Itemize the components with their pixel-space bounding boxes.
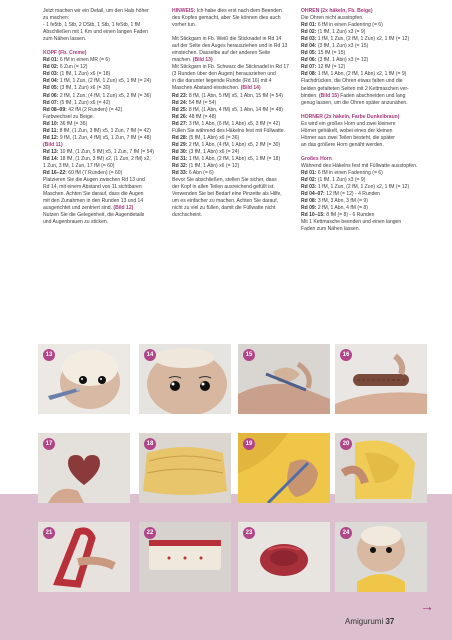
photo-number-badge: 15 xyxy=(243,349,255,361)
text-line xyxy=(172,156,290,163)
line-text: Hörner aus zwei Teilen besteht, die später xyxy=(301,134,395,141)
round-label: Rd 04: xyxy=(43,78,59,85)
text-line xyxy=(172,184,290,191)
text-line xyxy=(172,170,290,177)
round-label: Rd 05: xyxy=(301,50,317,57)
line-text: vorher tun. xyxy=(172,22,197,29)
text-line xyxy=(43,191,161,198)
round-label: Rd 23: xyxy=(172,92,188,99)
line-text: binden. xyxy=(301,92,318,99)
text-line xyxy=(43,149,161,156)
text-line xyxy=(172,121,290,128)
text-line xyxy=(172,57,290,64)
text-line xyxy=(301,142,423,149)
photo-number-badge: 22 xyxy=(144,527,156,539)
line-text: 8 fM (= 8) - 6 Runden xyxy=(326,212,375,219)
photo-20 xyxy=(335,433,427,503)
text-line xyxy=(43,93,161,100)
line-text: des Kopfes gemacht, aber Sie können dies auch xyxy=(172,15,281,22)
line-text: Jetzt machen wir ein Detail, um den Hals höher xyxy=(43,8,149,14)
line-text: Während des Häkelns fest mit Füllwatte ausstopfen. xyxy=(301,162,418,169)
line-text: 6 fM in einen MR (= 6) xyxy=(59,57,110,64)
line-text: KOPF (Fb. Creme) xyxy=(43,50,87,57)
line-text: durchscheint. xyxy=(172,212,203,219)
line-text: in die darunter liegende Runde (Rd 16) mit 4 xyxy=(172,78,272,85)
text-line xyxy=(43,121,161,128)
line-text: 48 fM (= 48) xyxy=(188,113,217,120)
line-text: 3 fM, 1 Abn, (6 fM, 1 Abn) x5, 3 fM (= 42) xyxy=(188,120,281,127)
text-line xyxy=(301,71,423,78)
line-text: zum Nähen lassen. xyxy=(43,36,87,43)
line-text: Farbwechsel zu Beige. xyxy=(43,113,95,120)
text-line xyxy=(43,163,161,170)
line-text: Faden zum Nähen lassen. xyxy=(301,226,360,233)
round-label: Rd 04–07: xyxy=(301,191,325,198)
round-label: Rd 06: xyxy=(301,57,317,64)
photo-24 xyxy=(335,522,427,592)
line-text: (Bild 11) xyxy=(43,141,63,148)
line-text: 8 fM, (1 Abn, 4 fM) x5, 1 Abn, 14 fM (= 48) xyxy=(188,106,283,113)
text-line xyxy=(43,219,161,226)
text-line xyxy=(301,212,423,219)
photo-number-badge: 20 xyxy=(340,438,352,450)
photo-18 xyxy=(139,433,231,503)
text-line xyxy=(172,205,290,212)
round-label: Rd 29: xyxy=(172,141,188,148)
line-text: machen. xyxy=(172,57,192,64)
round-label: HINWEIS: xyxy=(172,8,196,14)
round-label: Rd 06: xyxy=(43,92,59,99)
line-text: 54 fM (= 54) xyxy=(188,99,217,106)
text-line xyxy=(301,163,423,170)
line-text: Maschen Abstand einstechen. xyxy=(172,85,240,92)
round-label: Rd 02: xyxy=(301,29,317,36)
line-text: einstechen. Dasselbe auf der anderen Seite xyxy=(172,50,271,57)
line-text: an das größere Horn genäht werden. xyxy=(301,141,384,148)
page-footer xyxy=(345,617,394,626)
line-text: Maschen. Achten Sie darauf, dass die Augen xyxy=(43,191,144,198)
photo-number-badge: 17 xyxy=(43,438,55,450)
text-line xyxy=(43,205,161,212)
text-line xyxy=(43,57,161,64)
line-text: Flachdrücken, die Ohren etwas falten und die xyxy=(301,78,403,85)
line-text: Ich habe dies erst nach dem Beenden xyxy=(196,8,282,14)
line-text: 1 fM, 1 Zun, (2 fM, 1 Zun) x2, 1 fM (= 12) xyxy=(317,36,410,43)
line-text: HÖRNER (2x häkeln, Farbe Dunkelbraun) xyxy=(301,113,400,120)
text-line xyxy=(301,121,423,128)
text-line xyxy=(43,107,161,114)
text-line xyxy=(172,64,290,71)
line-text: zu machen: xyxy=(43,15,70,22)
text-line xyxy=(43,85,161,92)
line-text: (5 fM, 1 Zun) x6 (= 42) xyxy=(59,99,111,106)
round-label: Rd 05: xyxy=(43,85,59,92)
text-line xyxy=(43,22,161,29)
text-line xyxy=(172,191,290,198)
line-text: Großes Horn xyxy=(301,155,332,162)
round-label: Rd 01: xyxy=(43,57,59,64)
photo-14 xyxy=(139,344,231,414)
text-line xyxy=(43,170,161,177)
round-label: Rd 14: xyxy=(43,155,59,162)
text-line xyxy=(172,198,290,205)
paragraph-gap xyxy=(43,43,161,50)
text-line xyxy=(43,177,161,184)
text-line xyxy=(172,22,290,29)
text-line xyxy=(43,212,161,219)
line-text: Mit 1 Kettmasche beenden und einen langen xyxy=(301,219,402,226)
line-text: 9 fM, (1 Zun, 4 fM) x5, 1 Zun, 7 fM (= 48) xyxy=(59,134,152,141)
round-label: Rd 03: xyxy=(301,36,317,43)
line-text: beiden gefalteten Seiten mit 2 Kettmaschen ver- xyxy=(301,85,409,92)
line-text: 36 fM (= 36) xyxy=(59,120,88,127)
text-line xyxy=(301,43,423,50)
round-label: Rd 31: xyxy=(172,155,188,162)
text-line xyxy=(301,191,423,198)
round-label: Rd 32: xyxy=(172,162,188,169)
line-text: 1 fM, 1 Zun, (2 fM, 1 Zun) x2, 1 fM (= 12) xyxy=(317,184,410,191)
text-line xyxy=(172,177,290,184)
photo-number-badge: 16 xyxy=(340,349,352,361)
round-label: Rd 03: xyxy=(301,184,317,191)
text-line xyxy=(301,219,423,226)
text-line xyxy=(301,128,423,135)
line-text: 6 fM in einen Fadenring (= 6) xyxy=(317,169,383,176)
text-line xyxy=(301,15,423,22)
text-line xyxy=(301,205,423,212)
section-heading xyxy=(301,8,423,15)
photo-number-badge: 21 xyxy=(43,527,55,539)
text-line xyxy=(301,184,423,191)
round-label: Rd 16–22: xyxy=(43,170,67,177)
photo-21 xyxy=(38,522,130,592)
line-text: 2 fM, 1 Abn, (4 fM, 1 Abn) x5, 2 fM (= 30) xyxy=(188,141,281,148)
text-line xyxy=(172,78,290,85)
round-label: Rd 13: xyxy=(43,148,59,155)
photo-19 xyxy=(238,433,330,503)
section-heading xyxy=(301,156,423,163)
photo-23 xyxy=(238,522,330,592)
round-label: Rd 08–09: xyxy=(43,106,67,113)
text-line xyxy=(172,114,290,121)
line-text: 8 fM, (1 Zun, 3 fM) x5, 1 Zun, 7 fM (= 42) xyxy=(59,127,151,134)
round-label: Rd 30: xyxy=(172,148,188,155)
text-line xyxy=(43,36,161,43)
line-text: auf der Seite des Auges herausziehen und in Rd 13 xyxy=(172,43,288,50)
round-label: Rd 09: xyxy=(301,205,317,212)
text-line xyxy=(43,71,161,78)
photo-13 xyxy=(38,344,130,414)
text-line xyxy=(301,50,423,57)
line-text: 3 fM, 3 Abn, 3 fM (= 9) xyxy=(317,198,368,205)
round-label: Rd 08: xyxy=(301,71,317,78)
line-text: 6 fM in einen Fadenring (= 6) xyxy=(317,22,383,29)
photo-number-badge: 14 xyxy=(144,349,156,361)
line-text: 8 fM, (1 Abn, 5 fM) x5, 1 Abn, 15 fM (= 54) xyxy=(188,92,283,99)
text-line xyxy=(301,170,423,177)
line-text: nicht zu viel zu füllen, damit die Füllwatte nicht xyxy=(172,205,276,212)
text-line xyxy=(43,8,161,15)
line-text: OHREN (2x häkeln, Fb. Beige) xyxy=(301,8,373,14)
line-text: Platzieren Sie die Augen zwischen Rd 13 und xyxy=(43,177,145,184)
line-text: genug lassen, um die Ohren später anzunähen. xyxy=(301,99,408,106)
line-text: Hörner gehäkelt, wobei eines der kleinen xyxy=(301,127,393,134)
round-label: Rd 07: xyxy=(301,64,317,71)
text-line xyxy=(301,64,423,71)
line-text: 1 fM, 1 Abn, (2 fM, 1 Abn) x2, 1 fM (= 9) xyxy=(317,71,407,78)
paragraph-gap xyxy=(172,29,290,36)
text-line xyxy=(172,149,290,156)
section-heading xyxy=(43,50,161,57)
round-label: Rd 01: xyxy=(301,169,317,176)
text-line xyxy=(301,135,423,142)
line-text: (3 fM, 1 Zun) x6 (= 30) xyxy=(59,85,111,92)
line-text: 2 fM, 1 Zun, (4 fM, 1 Zun) x5, 2 fM (= 36) xyxy=(59,92,152,99)
photo-number-badge: 18 xyxy=(144,438,156,450)
text-line xyxy=(172,212,290,219)
photo-number-badge: 19 xyxy=(243,438,255,450)
photo-number-badge: 23 xyxy=(243,527,255,539)
text-line xyxy=(172,107,290,114)
round-label: Rd 02: xyxy=(301,177,317,184)
line-text: Bevor Sie abschließen, stellen Sie sicher, dass xyxy=(172,177,277,184)
text-line xyxy=(172,85,290,92)
round-label: Rd 02: xyxy=(43,64,59,71)
line-text: ausgerichtet und zentriert sind. xyxy=(43,205,113,212)
line-text: 15 fM (= 15) xyxy=(317,50,346,57)
text-line xyxy=(172,50,290,57)
photo-15 xyxy=(238,344,330,414)
text-line xyxy=(301,198,423,205)
text-line xyxy=(43,135,161,142)
line-text: (3 Runden über den Augen) herausziehen und xyxy=(172,71,276,78)
text-line xyxy=(172,135,290,142)
text-line xyxy=(172,93,290,100)
line-text: der Kopf in allen Teilen ausreichend gefüllt ist. xyxy=(172,184,275,191)
text-line xyxy=(43,184,161,191)
image-reference: (Bild 15) xyxy=(318,92,339,99)
paragraph-gap xyxy=(301,107,423,114)
text-line xyxy=(172,163,290,170)
round-label: Rd 11: xyxy=(43,127,59,134)
line-text: Es wird ein großes Horn und zwei kleinere xyxy=(301,120,396,127)
round-label: Rd 04: xyxy=(301,43,317,50)
line-text: Rd 14, mit einem Abstand von 11 sichtbaren xyxy=(43,184,142,191)
text-line xyxy=(301,93,423,100)
line-text: 6 Abn (= 6) xyxy=(188,170,214,177)
photo-number-badge: 13 xyxy=(43,349,55,361)
text-line xyxy=(172,71,290,78)
text-line xyxy=(43,15,161,22)
round-label: Rd 33: xyxy=(172,170,188,177)
image-reference: (Bild 13) xyxy=(192,57,213,64)
text-line xyxy=(43,156,161,163)
text-line xyxy=(301,226,423,233)
text-line xyxy=(301,100,423,107)
line-text: 42 fM (2 Runden) (= 42) xyxy=(68,106,123,113)
photo-16 xyxy=(335,344,427,414)
line-text: 18 fM, (1 Zun, 3 fM) x2, (1 Zun, 2 fM) x2, xyxy=(59,155,151,162)
text-line xyxy=(43,128,161,135)
text-line xyxy=(43,78,161,85)
text-line xyxy=(172,128,290,135)
line-text: (3 fM, 1 Zun) x3 (= 15) xyxy=(317,43,369,50)
line-text: (1 fM, 1 Zun) x3 (= 9) xyxy=(317,29,366,36)
text-line xyxy=(301,22,423,29)
line-text: um es einfacher zu machen. Achten Sie darauf, xyxy=(172,198,279,205)
line-text: Verwenden Sie bei Bedarf eine Pinzette als Hilfe, xyxy=(172,191,282,198)
line-text: Die Ohren nicht ausstopfen. xyxy=(301,15,364,22)
round-label: Rd 26: xyxy=(172,113,188,120)
line-text: Abschließen mit 1 Km und einen langen Faden xyxy=(43,29,148,36)
line-text: (3 fM, 1 Abn) x3 (= 12) xyxy=(317,57,369,64)
round-label: Rd 08: xyxy=(301,198,317,205)
paragraph-gap xyxy=(301,149,423,156)
round-label: Rd 12: xyxy=(43,134,59,141)
line-text: und Augenbrauen zu sticken. xyxy=(43,219,109,226)
line-text: 12 fM (= 12) - 4 Runden xyxy=(326,191,380,198)
text-line xyxy=(172,15,290,22)
round-label: Rd 10–15: xyxy=(301,212,325,219)
text-line xyxy=(301,36,423,43)
text-line xyxy=(43,100,161,107)
line-text: (1 fM, 1 Zun) x3 (= 9) xyxy=(317,177,366,184)
round-label: Rd 25: xyxy=(172,106,188,113)
text-column-3 xyxy=(301,8,423,233)
round-label: Rd 07: xyxy=(43,99,59,106)
page-number: 37 xyxy=(385,617,395,626)
round-label: Rd 10: xyxy=(43,120,59,127)
text-line xyxy=(43,114,161,121)
text-line xyxy=(43,142,161,149)
line-text: 6 Zun (= 12) xyxy=(59,64,88,71)
line-text: (1 fM, 1 Abn) x6 (= 12) xyxy=(188,162,240,169)
text-line xyxy=(172,36,290,43)
round-label: Rd 27: xyxy=(172,120,188,127)
text-line xyxy=(43,29,161,36)
text-line xyxy=(43,64,161,71)
line-text: 2 fM, 1 Abn, 4 fM (= 8) xyxy=(317,205,368,212)
line-text: - 1 fe5tb, 1 Stb, 2 DStb, 1 Stb, 1 feStb, 1 fM xyxy=(43,22,141,29)
line-text: Füllen Sie während des Häkelns fest mit Füllwatte. xyxy=(172,127,286,134)
text-line xyxy=(301,177,423,184)
text-line xyxy=(301,86,423,93)
photo-17 xyxy=(38,433,130,503)
line-text: Mit Stickgarn in Fb. Schwarz die Sticknadel in Rd 17 xyxy=(172,64,289,71)
text-line xyxy=(43,198,161,205)
line-text: (5 fM, 1 Abn) x6 (= 36) xyxy=(188,134,240,141)
section-heading xyxy=(301,114,423,121)
magazine-name: Amigurumi xyxy=(345,617,384,626)
text-line xyxy=(172,100,290,107)
text-line xyxy=(301,78,423,85)
text-line xyxy=(301,57,423,64)
round-label: Rd 28: xyxy=(172,134,188,141)
line-text-after: Faden abschneiden und lang xyxy=(340,92,406,99)
image-reference: (Bild 14) xyxy=(240,85,261,92)
round-label: Rd 01: xyxy=(301,22,317,29)
photo-number-badge: 24 xyxy=(340,527,352,539)
photo-22 xyxy=(139,522,231,592)
line-text: (3 fM, 1 Abn) x6 (= 24) xyxy=(188,148,240,155)
text-column-1 xyxy=(43,8,161,226)
line-text: (1 fM, 1 Zun) x6 (= 18) xyxy=(59,71,111,78)
next-page-arrow-icon: → xyxy=(420,598,434,614)
line-text: Nutzen Sie die Gelegenheit, die Augendetails xyxy=(43,212,145,219)
line-text: 60 fM (7 Runden) (= 60) xyxy=(68,170,123,177)
line-text: 12 fM (= 12) xyxy=(317,64,346,71)
line-text: Mit Stickgarn in Fb. Weiß die Sticknadel in Rd 14 xyxy=(172,36,282,43)
line-text: 10 fM, (1 Zun, 5 fM) x5, 1 Zun, 7 fM (= 54) xyxy=(59,148,154,155)
line-text: 1 fM, 1 Zun, (2 fM, 1 Zun) x5, 1 fM (= 24) xyxy=(59,78,152,85)
line-text: 1 Zun, 3 fM, 1 Zun, 17 fM (= 60) xyxy=(43,162,115,169)
line-text: mit den Zunahmen in den Runden 13 und 14 xyxy=(43,198,144,205)
text-line xyxy=(172,43,290,50)
round-label: Rd 03: xyxy=(43,71,59,78)
round-label: Rd 24: xyxy=(172,99,188,106)
text-line xyxy=(172,8,290,15)
text-line xyxy=(301,29,423,36)
line-text: 1 fM, 1 Abn, (2 fM, 1 Abn) x5, 1 fM (= 18) xyxy=(188,155,281,162)
text-line xyxy=(172,142,290,149)
text-column-2 xyxy=(172,8,290,219)
image-reference: (Bild 12) xyxy=(113,205,134,212)
